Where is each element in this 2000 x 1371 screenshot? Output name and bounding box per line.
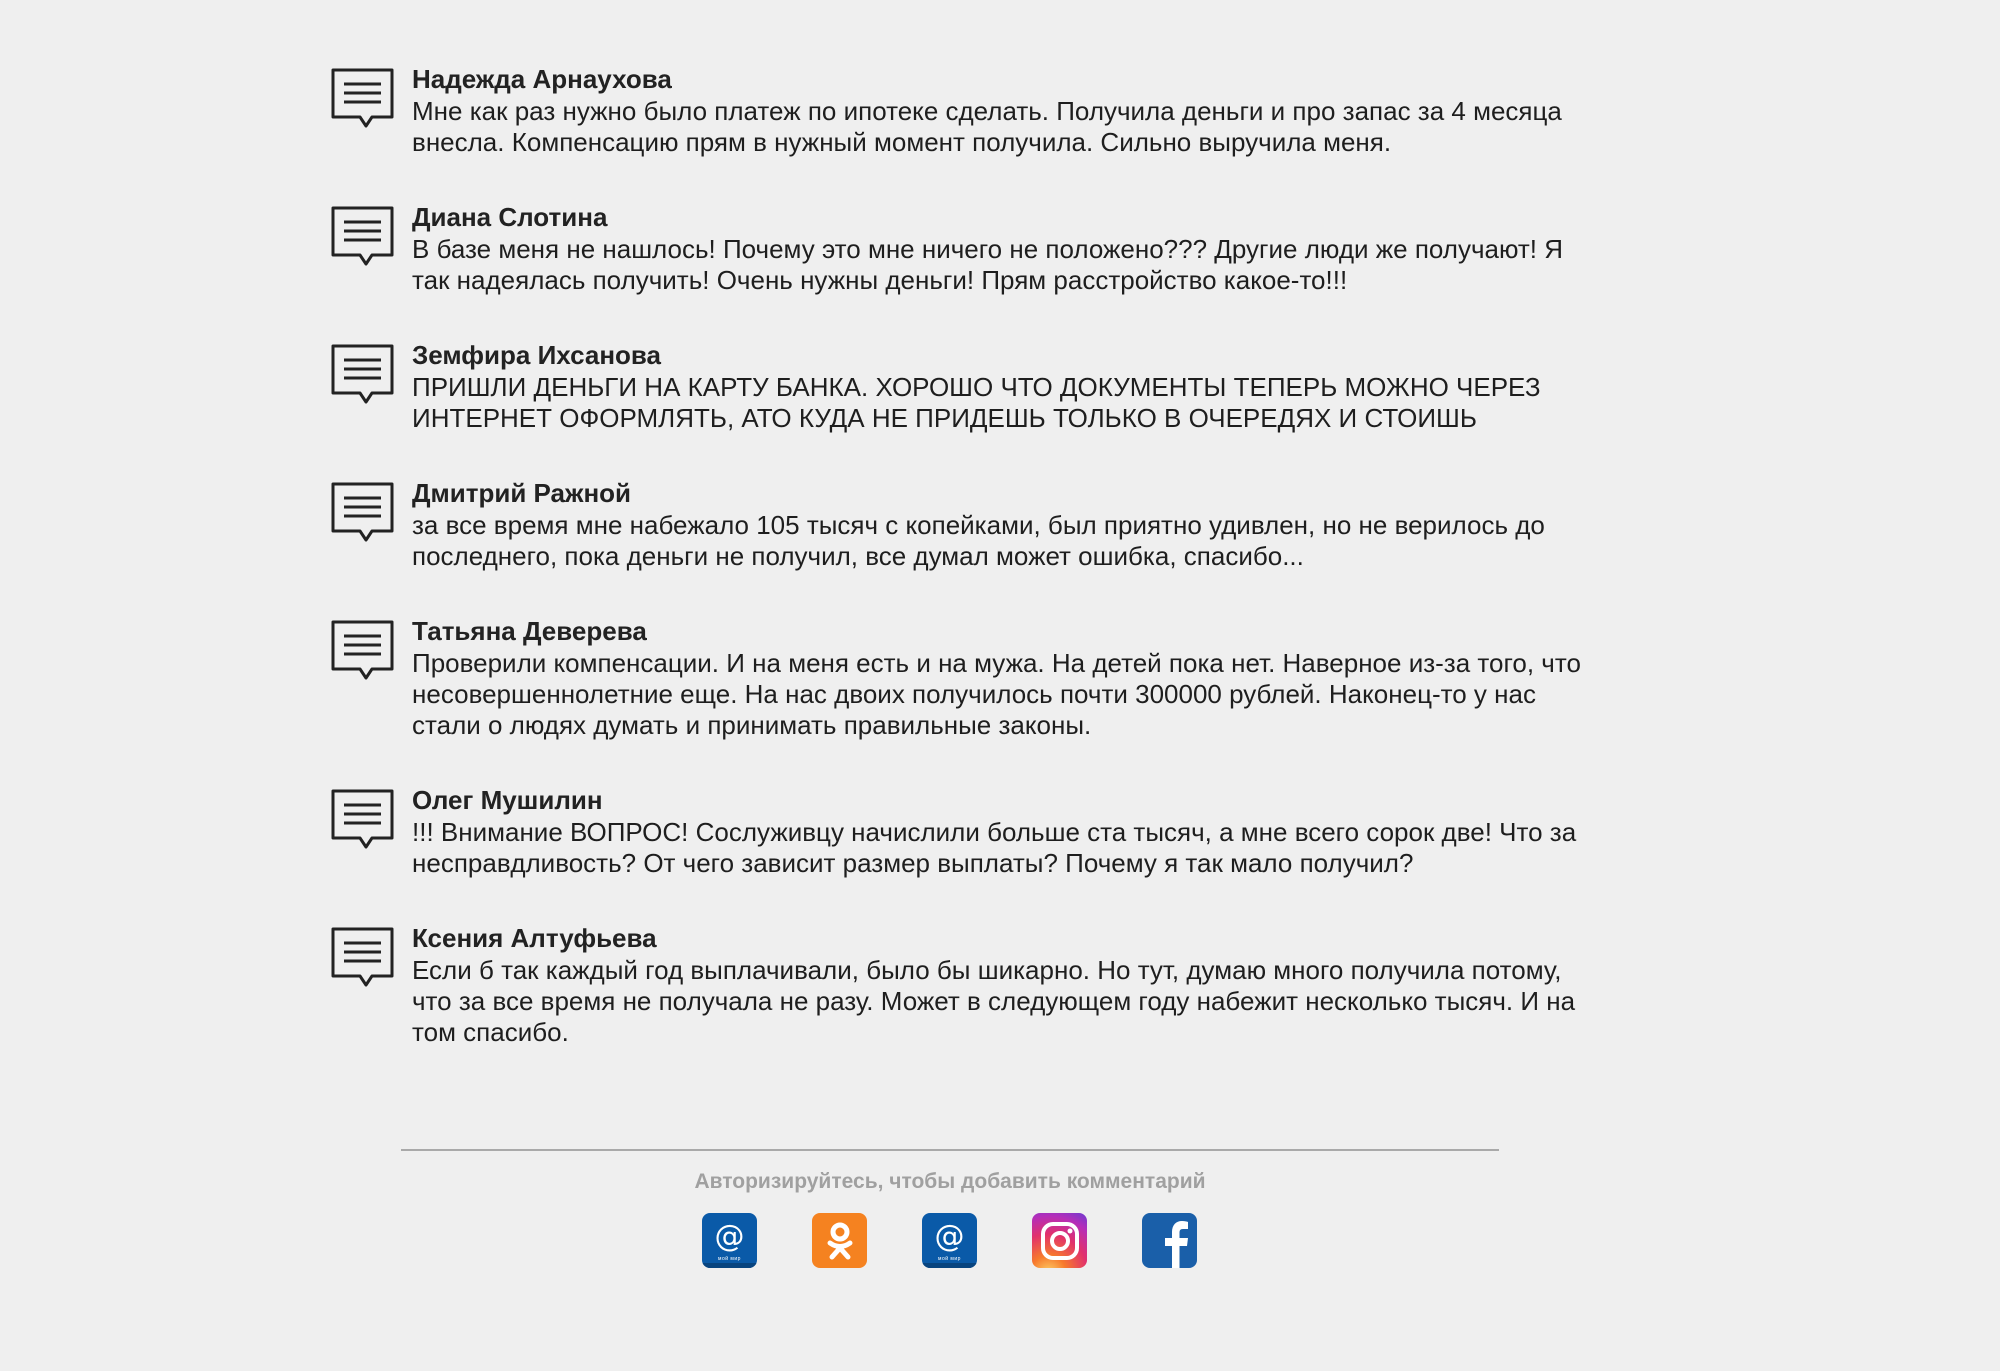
- comment-text: Если б так каждый год выплачивали, было бы шикарно. Но тут, думаю много получила потому, что за все время не получала не разу. Может в следующем году набежит несколько тысяч. И на том спасибо.: [412, 955, 1576, 1047]
- comment-author: Дмитрий Ражной: [412, 478, 632, 508]
- comment-item: [329, 921, 1599, 1048]
- comment-bubble-icon: [329, 925, 397, 993]
- moi-mir-caption: мой мир: [718, 1256, 741, 1262]
- comment-item: [329, 200, 1599, 296]
- comment-bubble-icon: [329, 480, 397, 548]
- comment-author: Ксения Алтуфьева: [412, 923, 657, 953]
- odnoklassniki-icon: [822, 1221, 858, 1261]
- comment-bubble-icon: [329, 342, 397, 410]
- comment-bubble-icon: [329, 618, 397, 686]
- comment-item: [329, 476, 1599, 572]
- comment-bubble-icon: [329, 204, 397, 272]
- comment-author: Надежда Арнаухова: [412, 64, 672, 94]
- comment-text: В базе меня не нашлось! Почему это мне ничего не положено??? Другие люди же получают! Я так надеялась получить! Очень нужны деньги! Прям расстройство какое-то!!!: [412, 234, 1564, 295]
- comments-list: [329, 62, 1599, 1090]
- moi-mir-caption: мой мир: [938, 1256, 961, 1262]
- comment-text: Мне как раз нужно было платеж по ипотеке сделать. Получила деньги и про запас за 4 месяца внесла. Компенсацию прям в нужный момент получила. Сильно выручила меня.: [412, 96, 1562, 157]
- login-instagram-button[interactable]: [1032, 1213, 1087, 1268]
- comment-bubble-icon: [329, 787, 397, 855]
- comment-text: !!! Внимание ВОПРОС! Сослуживцу начислили больше ста тысяч, а мне всего сорок две! Что за несправдливость? От чего зависит размер выплаты? Почему я так мало получил?: [412, 817, 1577, 878]
- comment-bubble-icon: [329, 66, 397, 134]
- login-odnoklassniki-button[interactable]: [812, 1213, 867, 1268]
- comment-text: за все время мне набежало 105 тысяч с копейками, был приятно удивлен, но не верилось до последнего, пока деньги не получил, все думал может ошибка, спасибо...: [412, 510, 1545, 571]
- comment-item: [329, 783, 1599, 879]
- mail-ru-bar: [922, 1263, 977, 1268]
- comment-text: Проверили компенсации. И на меня есть и на мужа. На детей пока нет. Наверное из-за того, что несовершеннолетние еще. На нас двоих получилось почти 300000 рублей. Наконец-то у нас стали о людях думать и принимать правильные законы.: [412, 648, 1581, 740]
- at-icon: @: [934, 1218, 965, 1254]
- comment-author: Татьяна Деверева: [412, 616, 647, 646]
- comment-item: [329, 614, 1599, 741]
- login-mail-ru-button[interactable]: [702, 1213, 757, 1268]
- facebook-icon: [1142, 1213, 1197, 1268]
- comment-item: [329, 62, 1599, 158]
- comment-item: [329, 338, 1599, 434]
- instagram-icon: [1039, 1220, 1081, 1262]
- social-login-buttons: [702, 1213, 1197, 1268]
- at-icon: @: [714, 1218, 745, 1254]
- auth-prompt: Авторизируйтесь, чтобы добавить комментарий: [694, 1170, 1206, 1193]
- comment-author: Олег Мушилин: [412, 785, 603, 815]
- comment-author: Земфира Ихсанова: [412, 340, 662, 370]
- comment-author: Диана Слотина: [412, 202, 608, 232]
- mail-ru-bar: [702, 1263, 757, 1268]
- login-facebook-button[interactable]: [1142, 1213, 1197, 1268]
- comment-text: ПРИШЛИ ДЕНЬГИ НА КАРТУ БАНКА. ХОРОШО ЧТО ДОКУМЕНТЫ ТЕПЕРЬ МОЖНО ЧЕРЕЗ ИНТЕРНЕТ ОФОРМЛЯТЬ, АТО КУДА НЕ ПРИДЕШЬ ТОЛЬКО В ОЧЕРЕДЯХ И СТОИШЬ: [412, 372, 1541, 433]
- login-mail-ru-button[interactable]: [922, 1213, 977, 1268]
- divider: [401, 1149, 1499, 1151]
